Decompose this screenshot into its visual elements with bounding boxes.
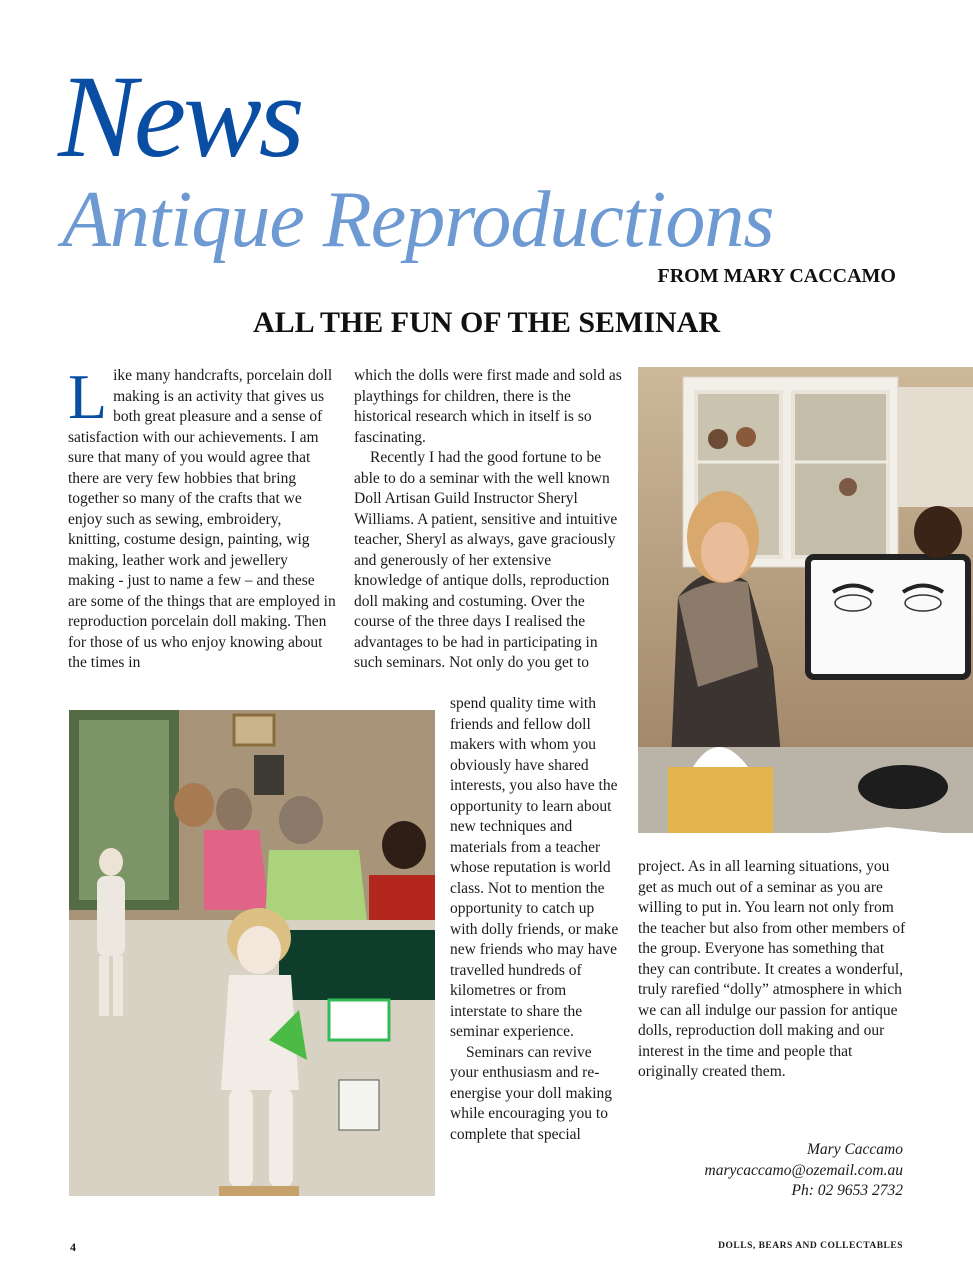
article-column-2-bottom xyxy=(450,694,622,1145)
signature-block xyxy=(705,1140,904,1202)
photo-teacher-with-whiteboard xyxy=(638,367,973,833)
photo-teacher-illustration xyxy=(638,367,973,833)
paragraph: Recently I had the good fortune to be able to do a seminar with the well known Doll Artisan Guild Instructor Sheryl Williams. A patient, sensitive and intuitive teacher, Sheryl as always, gave graciously and generously of her extensive knowledge of antique dolls, reproduction doll making and costuming. Over the course of the three days I realised the advantages to be had in participating in such seminars. Not only do you get to xyxy=(354,449,618,671)
paragraph: spend quality time with friends and fellow doll makers with whom you obviously have shared interests, you also have the opportunity to learn about new techniques and materials from a teacher whose reputation is world class. Not to mention the opportunity to catch up with dolly friends, or make new friends who may have travelled hundreds of kilometres or from interstate to share the seminar experience. xyxy=(450,695,619,1040)
author-phone: Ph: 02 9653 2732 xyxy=(791,1182,903,1199)
dropcap: L xyxy=(68,361,108,432)
paragraph: Like many handcrafts, porcelain doll making is an activity that gives us both great pleasure and a sense of satisfaction with our achievements. I am sure that many of you would agree that there are very few hobbies that bring together so many of the crafts that we enjoy such as sewing, embroidery, knitting, costume design, painting, wig making, leather work and jewellery making - just to name a few – and these are some of the things that are employed in reproduction porcelain doll making. Then for those of us who enjoy knowing about the times in xyxy=(68,361,336,671)
paragraph: which the dolls were first made and sold as playthings for children, there is the historical research which in itself is so fascinating. xyxy=(354,367,622,446)
author-email[interactable]: marycaccamo@ozemail.com.au xyxy=(704,1161,903,1179)
photo-group-illustration xyxy=(69,710,435,1196)
article-column-2-top xyxy=(354,366,622,674)
author-name: Mary Caccamo xyxy=(807,1141,903,1158)
paragraph: project. As in all learning situations, you get as much out of a seminar as you are willing to put in. You learn not only from the teacher but also from other members of the group. Everyone has something that they can contribute. It creates a wonderful, truly rarefied “dolly” atmosphere in which we can all indulge our passion for antique dolls, reproduction doll making and our interest in the time and people that originally created them. xyxy=(638,858,906,1080)
headline: ALL THE FUN OF THE SEMINAR xyxy=(252,306,721,339)
paragraph: Seminars can revive your enthusiasm and re-energise your doll making while encouraging you to complete that special xyxy=(450,1043,613,1143)
section-title: News xyxy=(58,51,302,182)
article-column-3 xyxy=(638,857,910,1083)
photo-seminar-group-with-dolls xyxy=(69,710,435,1196)
byline: FROM MARY CACCAMO xyxy=(657,265,896,287)
article-column-1 xyxy=(68,361,336,674)
series-title: Antique Reproductions xyxy=(62,176,774,264)
page-number: 4 xyxy=(70,1240,76,1254)
magazine-name: DOLLS, BEARS AND COLLECTABLES xyxy=(718,1241,903,1251)
